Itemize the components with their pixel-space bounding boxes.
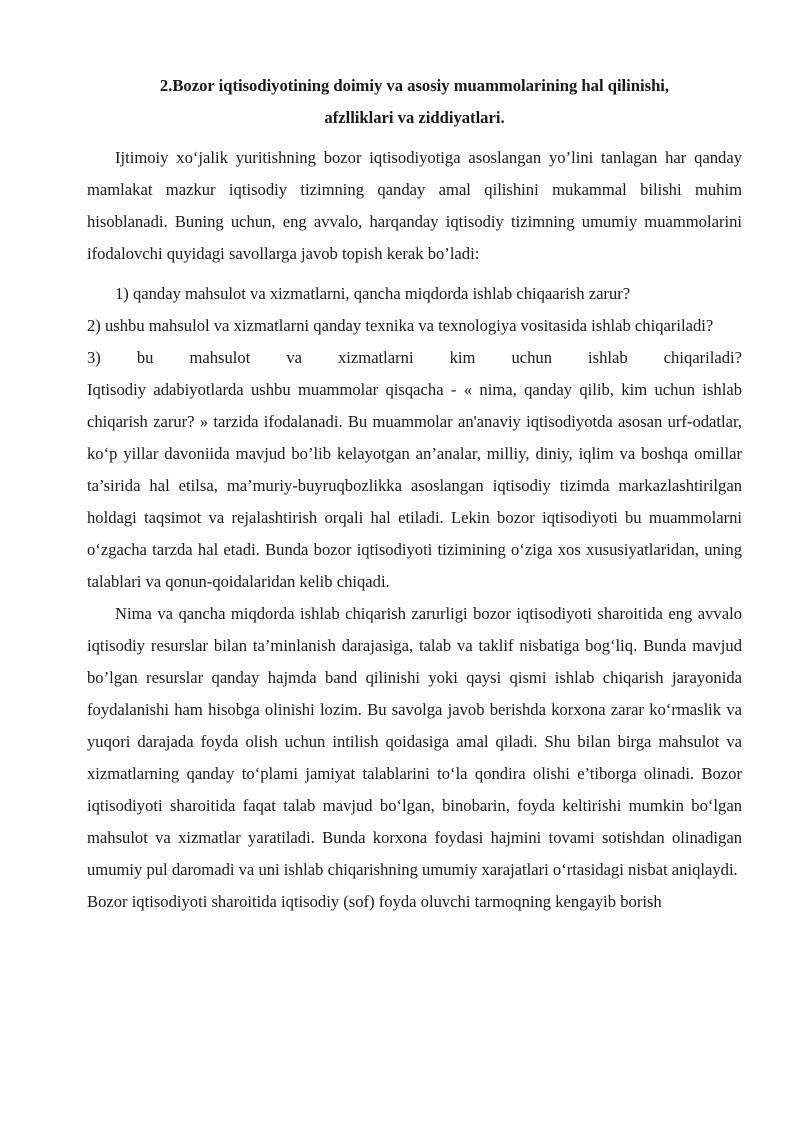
question-1: 1) qanday mahsulot va xizmatlarni, qancha miqdorda ishlab chiqaarish zarur? xyxy=(115,284,631,303)
heading-line-1: 2.Bozor iqtisodiyotining doimiy va asosiy muammolarining hal qilinishi, xyxy=(159,76,670,95)
heading-line-2: afzlliklari va ziddiyatlari. xyxy=(324,108,505,127)
intro-paragraph: Ijtimoiy xo‘jalik yuritishning bozor iqtisodiyotiga asoslangan yo’lini tanlagan har qanday mamlakat mazkur iqtisodiy tizimning qanday amal qilishini mukammal bilishi muhim hisoblanadi. Buning uchun, eng avvalo, harqanday iqtisodiy tizimning umumiy muammolarini ifodalovchi quyidagi savollarga javob topish kerak bo’ladi: xyxy=(87,148,742,263)
question-3-text: 3) bu mahsulot va xizmatlarni kim uchun ishlab chiqariladi? xyxy=(87,348,742,367)
question-2: 2) ushbu mahsulol va xizmatlarni qanday texnika va texnologiya vositasida ishlab chiqariladi? xyxy=(87,316,714,335)
document-page xyxy=(87,70,742,918)
body-paragraph-2: Nima va qancha miqdorda ishlab chiqarish zarurligi bozor iqtisodiyoti sharoitida eng avvalo iqtisodiy resurslar bilan ta’minlanish darajasiga, talab va taklif nisbatiga bog‘liq. Bunda mavjud bo’lgan resurslar qanday hajmda band qilinishi yoki qaysi qismi ishlab chiqarish jarayonida foydalanishi ham hisobga olinishi lozim. Bu savolga javob berishda korxona zarar ko‘rmaslik va yuqori darajada foyda olish uchun intilish qoidasiga amal qiladi. Shu bilan birga mahsulot va xizmatlarning qanday to‘plami jamiyat talablarini to‘la qondira olishi e’tiborga olinadi. Bozor iqtisodiyoti sharoitida faqat talab mavjud bo‘lgan, binobarin, foyda keltirishi mumkin bo‘lgan mahsulot va xizmatlar yaratiladi. Bunda korxona foydasi hajmini tovami sotishdan olinadigan umumiy pul daromadi va uni ishlab chiqarishning umumiy xarajatlari o‘rtasidagi nisbat aniqlaydi. xyxy=(87,604,742,879)
body-paragraph-1: Iqtisodiy adabiyotlarda ushbu muammolar qisqacha - « nima, qanday qilib, kim uchun ishlab chiqarish zarur? » tarzida ifodalanadi. Bu muammolar an'anaviy iqtisodiyotda asosan urf-odatlar, ko‘p yillar davoniida mavjud bo’lib kelayotgan an’analar, milliy, diniy, iqlim va boshqa omillar ta’sirida hal etilsa, ma’muriy-buyruqbozlikka asoslangan iqtisodiy tizimda markazlashtirilgan holdagi taqsimot va rejalashtirish orqali hal etiladi. Lekin bozor iqtisodiyoti bu muammolarni o‘zgacha tarzda hal etadi. Bunda bozor iqtisodiyoti tizimining o‘ziga xos xususiyatlaridan, uning talablari va qonun-qoidalaridan kelib chiqadi. xyxy=(87,380,742,591)
section-heading xyxy=(87,70,742,134)
question-3 xyxy=(87,342,742,374)
body-paragraph-3: Bozor iqtisodiyoti sharoitida iqtisodiy (sof) foyda oluvchi tarmoqning kengayib borish xyxy=(87,892,662,911)
